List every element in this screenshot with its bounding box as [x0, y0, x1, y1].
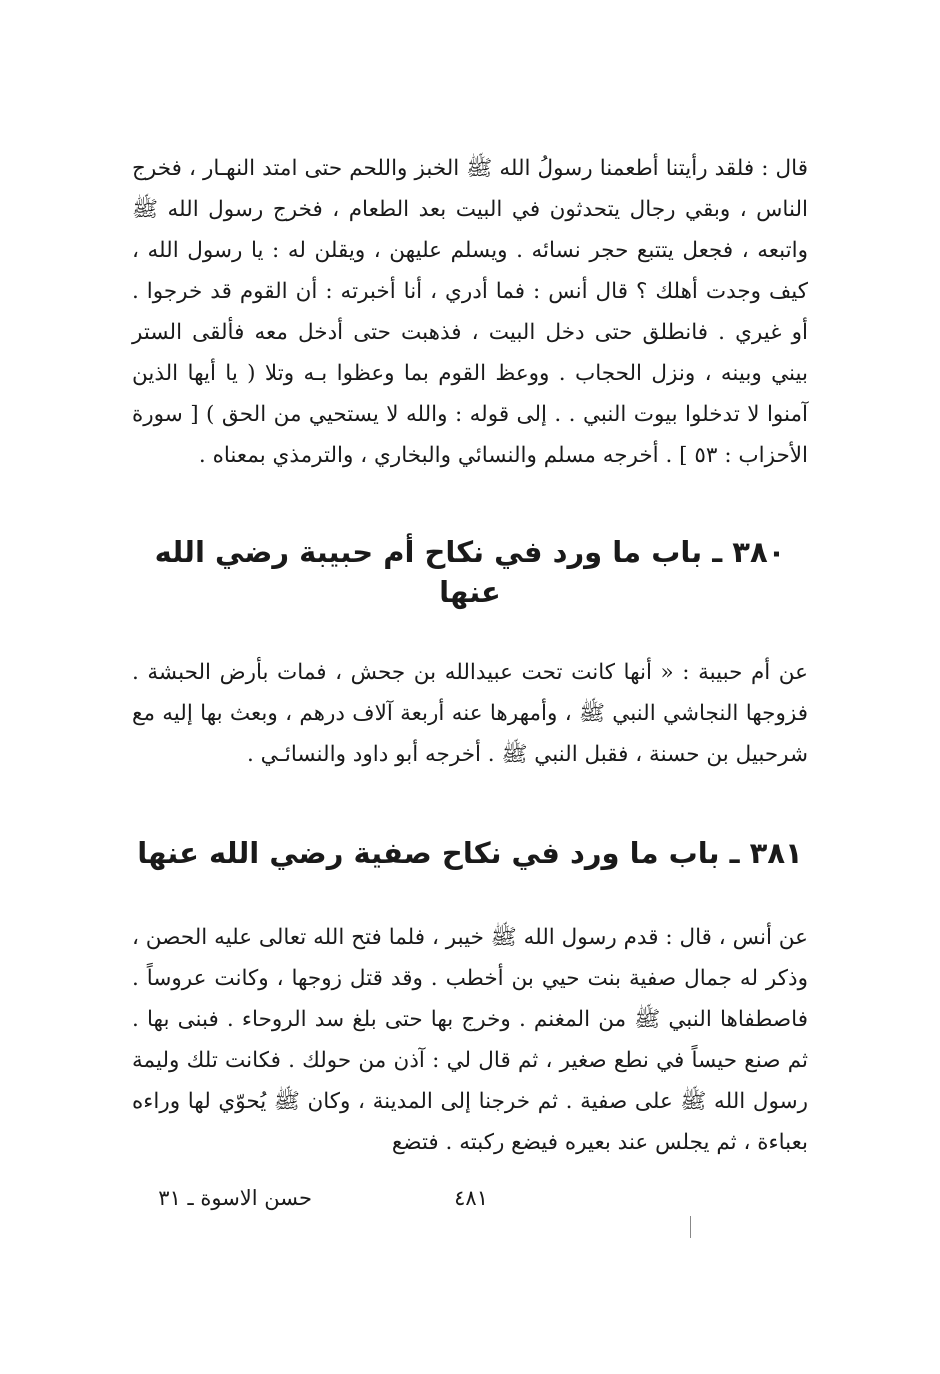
- section-body-380: عن أم حبيبة : « أنها كانت تحت عبيدالله بن جحش ، فمات بأرض الحبشة . فزوجها النجاشي النبي ﷺ ، وأمهرها عنه أربعة آلاف درهم ، وبعث بها إليه مع شرحبيل بن حسنة ، فقبل النبي ﷺ . أخرجه أبو داود والنسائـي .: [132, 660, 808, 767]
- section-body-381: عن أنس ، قال : قدم رسول الله ﷺ خيبر ، فلما فتح الله تعالى عليه الحصن ، وذكر له جمال صفية بنت حيي بن أخطب . وقد قتل زوجها ، وكانت عروساً . فاصطفاها النبي ﷺ من المغنم . وخرج بها حتى بلغ سد الروحاء . فبنى بها . ثم صنع حيساً في نطع صغير ، ثم قال لي : آذن من حولك . فكانت تلك وليمة رسول الله ﷺ على صفية . ثم خرجنا إلى المدينة ، وكان ﷺ يُحوّي لها وراءه بعباءة ، ثم يجلس عند بعيره فيضع ركبته . فتضع: [132, 925, 808, 1155]
- section-heading-381: ٣٨١ ـ باب ما ورد في نكاح صفية رضي الله عنها: [137, 836, 803, 870]
- page-number: ٤٨١: [454, 1186, 488, 1210]
- paragraph-continuation: قال : فلقد رأيتنا أطعمنا رسولُ الله ﷺ الخبز واللحم حتى امتد النهـار ، فخرج الناس ، وبقي رجال يتحدثون في البيت بعد الطعام ، فخرج رسول الله ﷺ واتبعه ، فجعل يتتبع حجر نسائه . ويسلم عليهن ، ويقلن له : يا رسول الله ، كيف وجدت أهلك ؟ قال أنس : فما أدري ، أنا أخبرته : أن القوم قد خرجوا . أو غيري . فانطلق حتى دخل البيت ، فذهبت حتى أدخل معه فألقى الستر بيني وبينه ، ونزل الحجاب . ووعظ القوم بما وعظوا بـه وتلا ( يا أيها الذين آمنوا لا تدخلوا بيوت النبي . . إلى قوله : والله لا يستحيي من الحق ) [ سورة الأحزاب : ٥٣ ] . أخرجه مسلم والنسائي والبخاري ، والترمذي بمعناه .: [132, 156, 808, 468]
- running-title: حسن الاسوة ـ ٣١: [158, 1186, 312, 1210]
- margin-mark: [690, 1216, 691, 1238]
- page-body: [132, 148, 808, 1163]
- page-footer: [132, 1186, 808, 1216]
- section-heading-380: ٣٨٠ ـ باب ما ورد في نكاح أم حبيبة رضي الله عنها: [154, 535, 786, 609]
